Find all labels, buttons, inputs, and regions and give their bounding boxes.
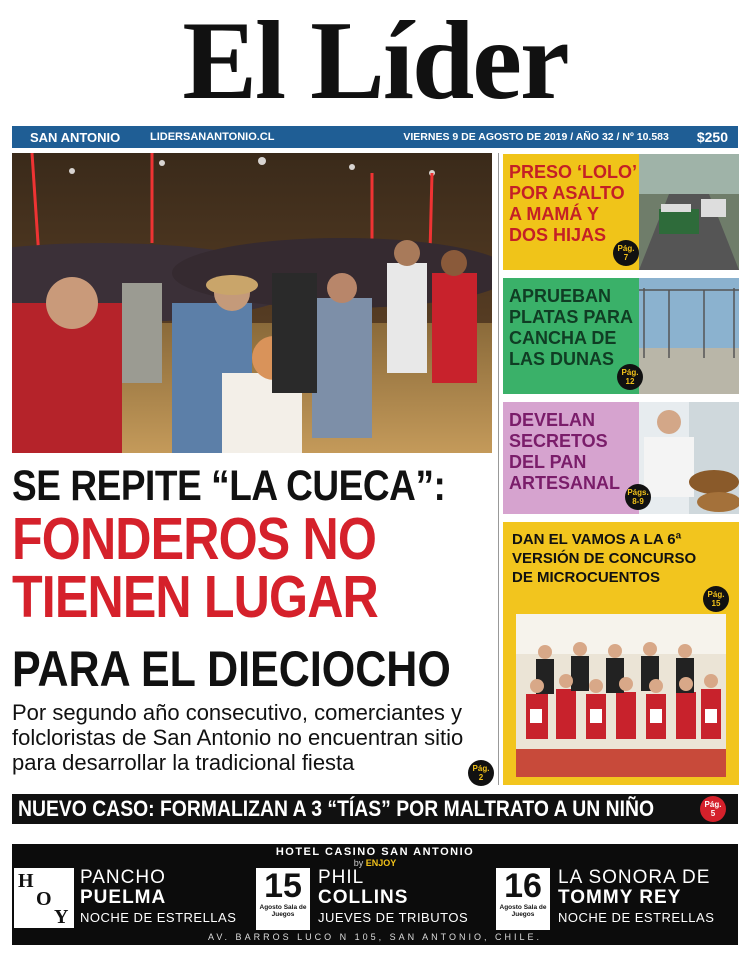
ticker-page-badge[interactable] [700,796,726,822]
headline-line: SECRETOS [509,431,608,451]
side-story-cancha-dunas[interactable] [503,278,739,394]
event-subtitle: NOCHE DE ESTRELLAS [558,910,715,925]
event-artist-line: LA SONORA DE [558,867,711,888]
students-group-image [516,614,726,777]
main-headline[interactable] [12,506,488,630]
headline-line: DOS HIJAS [509,225,607,245]
newspaper-logo[interactable]: El Líder [182,0,568,123]
headline-line: DAN EL VAMOS A LA 6ª [512,531,682,548]
event-subtitle: NOCHE DE ESTRELLAS [80,910,237,925]
headline-line: POR ASALTO [509,183,625,203]
event-artist-line: TOMMY REY [558,887,682,908]
headline-line-2: TIENEN LUGAR [12,564,378,630]
ad-by: by [353,858,364,868]
main-kicker[interactable]: SE REPITE “LA CUECA”: [12,462,446,510]
side-story-preso-lolo[interactable] [503,154,739,270]
headline-line-1: FONDEROS NO [12,506,377,572]
masthead [0,0,750,122]
headline-line: A MAMÁ Y [509,204,599,224]
headline-line: PRESO ‘LOLO’ [509,162,638,182]
breaking-news-bar[interactable] [12,794,738,824]
date-badge-15 [256,868,310,930]
edition-label: SAN ANTONIO [30,129,121,145]
page-badge-number: 5 [710,809,716,818]
page-badge-label: Págs. [627,488,649,497]
sports-field-image [639,278,739,394]
hoy-badge [14,868,74,928]
side-story-pan-artesanal[interactable] [503,402,739,514]
side-story-headline [509,162,637,246]
headline-line: DEVELAN [509,410,596,430]
casino-advertisement[interactable] [12,844,738,945]
website-link[interactable]: LIDERSANANTONIO.CL [150,131,275,143]
main-page-badge[interactable] [468,760,494,786]
date-label: Agosto Sala de Juegos [259,904,307,918]
ad-event-3 [558,868,714,928]
date-number: 15 [264,867,302,905]
page-badge-label: Pág. [621,368,639,377]
side-story-microcuentos[interactable] [503,522,739,785]
side-story-headline [512,530,696,587]
issue-date: VIERNES 9 DE AGOSTO DE 2019 / AÑO 32 / Nº 10.583 [403,131,669,143]
page-badge-label: Pág. [707,590,725,599]
price-label: $250 [696,129,728,145]
headline-line: VERSIÓN DE CONCURSO [512,550,697,567]
page-badge-number: 12 [625,377,635,386]
event-artist-line: PANCHO [80,867,166,888]
ad-brand: ENJOY [365,858,397,868]
headline-line: DEL PAN [509,452,587,472]
main-story-photo[interactable] [12,153,492,453]
headline-line: CANCHA DE [509,328,617,348]
event-artist-line: PHIL [318,867,365,888]
event-artist-line: PUELMA [80,887,167,908]
page-badge-number: 2 [478,773,484,782]
ad-address: AV. BARROS LUCO N 105, SAN ANTONIO, CHILE. [208,932,542,942]
main-deck: Por segundo año consecutivo, comerciantes y folcloristas de San Antonio no encuentran sitio para desarrollar la tradicional fiesta [12,700,464,775]
headline-line: LAS DUNAS [509,349,615,369]
hoy-letter: H [18,870,34,892]
headline-line: PLATAS PARA [509,307,633,327]
event-subtitle: JUEVES DE TRIBUTOS [318,910,469,925]
page-badge-number: 15 [711,599,721,608]
headline-line: DE MICROCUENTOS [512,569,661,586]
page-badge-number: 8-9 [632,497,644,506]
page-badge-number: 7 [623,253,629,262]
date-number: 16 [504,867,542,905]
date-badge-16 [496,868,550,930]
page-badge-label: Pág. [472,764,490,773]
side-story-headline [509,410,620,494]
ad-event-2 [318,868,468,928]
side-page-badge[interactable] [703,586,729,612]
crowd-dancing-image [12,153,492,453]
side-story-headline [509,286,633,370]
main-subhead[interactable]: PARA EL DIECIOCHO [12,641,451,697]
column-divider [498,153,499,785]
page-badge-label: Pág. [704,800,722,809]
date-label: Agosto Sala de Juegos [499,904,547,918]
breaking-news-text: NUEVO CASO: FORMALIZAN A 3 “TÍAS” POR MALTRATO A UN NIÑO [18,796,655,821]
page-badge-label: Pág. [617,244,635,253]
ad-hotel-name: HOTEL CASINO SAN ANTONIO [275,846,475,858]
police-car-image [639,154,739,270]
hoy-letter: Y [54,906,69,928]
headline-line: ARTESANAL [509,473,620,493]
event-artist-line: COLLINS [318,887,409,908]
info-bar [12,126,738,148]
baker-image [639,402,739,514]
headline-line: APRUEBAN [509,286,612,306]
ad-event-1 [80,868,236,928]
side-page-badge[interactable] [625,484,651,510]
hoy-letter: O [36,888,52,910]
